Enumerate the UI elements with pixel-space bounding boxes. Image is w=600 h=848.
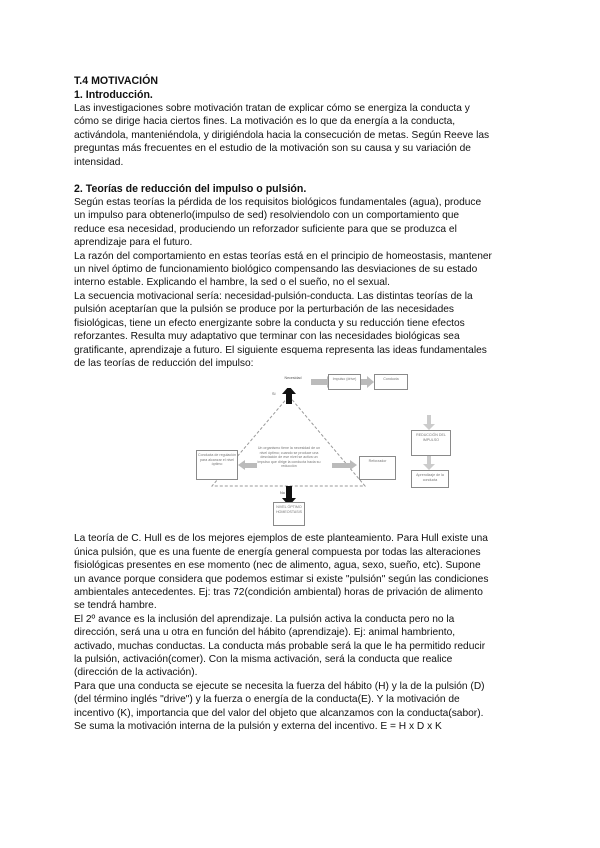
section-2-heading: 2. Teorías de reducción del impulso o pulsión.: [74, 183, 307, 196]
paragraph-line: Las investigaciones sobre motivación tratan de explicar cómo se energiza la conducta y: [74, 103, 470, 114]
arrow-up-black: [286, 394, 292, 404]
box-reduccion-label: REDUCCIÓN DEL IMPULSO: [416, 433, 446, 442]
paragraph-line: interno estable. Explicando el hambre, la sed o el sueño, no el sexual.: [74, 277, 391, 289]
section-1-body: [74, 102, 536, 169]
paragraph-line: El 2º avance es la inclusión del aprendizaje. La pulsión activa la conducta pero no la: [74, 613, 455, 625]
paragraph-line: Según estas teorías la pérdida de los requisitos biológicos fundamentales (agua), produce: [74, 197, 482, 209]
arrow-down-2: [427, 456, 431, 464]
section-2-body-before: [74, 196, 536, 370]
document-page: [74, 74, 536, 733]
box-conducta: [374, 374, 408, 390]
drive-reduction-diagram: [74, 374, 536, 526]
box-aprendizaje: [411, 470, 449, 488]
label-no: No: [280, 491, 285, 496]
paragraph-line: dirección, será una u otra en función del hábito (aprendizaje). Ej: animal hambriento,: [74, 627, 456, 639]
box-reforzador: [359, 456, 396, 480]
paragraph-line: activándola, manteniéndola, y dirigiéndola hacia la consecución de metas. Según Reeve las: [74, 129, 490, 141]
paragraph-line: de las teorías de reducción del impulso:: [74, 357, 254, 369]
paragraph-line: un impulso para obtenerlo(impulso de sed) resolviendolo con un comportamiento que: [74, 210, 460, 222]
paragraph-line: La teoría de C. Hull es de los mejores ejemplos de este planteamiento. Para Hull existe una: [74, 533, 488, 545]
document-title: T.4 MOTIVACIÓN: [74, 75, 158, 87]
box-necesidad-label: Necesidad: [284, 376, 302, 381]
box-regulacion: [196, 450, 238, 480]
box-nivel-optimo-label: NIVEL ÓPTIMO HOMEOSTASIS: [275, 505, 303, 514]
arrow-right-3: [332, 463, 350, 468]
label-si: Sí: [272, 392, 276, 397]
section-1-heading: 1. Introducción.: [74, 89, 153, 101]
box-impulso-label: Impulso (drive): [332, 377, 357, 382]
paragraph-line: un avance porque considera que podemos estimar si existe "pulsión" según las condiciones: [74, 573, 489, 585]
paragraph-line: se tendrá hambre.: [74, 600, 157, 612]
box-regulacion-label: Conducta de regulación para alcanzar el nivel óptimo: [198, 453, 236, 467]
box-reforzador-label: Reforzador: [368, 459, 387, 464]
arrow-down-black: [286, 486, 292, 498]
paragraph-line: preguntas más frecuentes en el estudio de la motivación son su causa y su variación de: [74, 143, 471, 155]
paragraph-line: incentivo (K), importancia que del valor del objeto que alcanzamos con la conducta(sabor).: [74, 707, 484, 719]
arrow-right-1: [311, 379, 327, 385]
paragraph-line: La secuencia motivacional sería: necesidad-pulsión-conducta. Las distintas teorías de la: [74, 290, 473, 302]
paragraph-line: La razón del comportamiento en estas teorías está en el principio de homeostasis, mantener: [74, 250, 492, 262]
paragraph-line: fisiológicas, tiene un efecto energizante sobre la conducta y su reducción tiene efectos: [74, 317, 465, 329]
arrow-right-2: [361, 379, 367, 385]
paragraph-line: (del término inglés "drive") y la fuerza o energía de la conducta(E). Y la motivación de: [74, 694, 460, 706]
arrow-head-right-3: [350, 460, 357, 470]
paragraph-line: gratificante, aprendizaje a futuro. El siguiente esquema representa las ideas fundamentales: [74, 344, 487, 356]
triangle-center-label: Un organismo tiene la necesidad de un nivel óptimo; cuando se produce una desviación de ese nivel se activa un impulso que dirige la conducta hacia su reducción: [257, 446, 321, 468]
paragraph-line: un nivel óptimo de funcionamiento biológico compensando las desviaciones de su estado: [74, 264, 478, 276]
paragraph-line: intensidad.: [74, 156, 124, 168]
box-aprendizaje-label: Aprendizaje de la conducta: [416, 473, 444, 482]
paragraph-line: aprendizaje para el futuro.: [74, 237, 193, 249]
paragraph-line: (dirección de la activación).: [74, 667, 198, 679]
paragraph-line: única pulsión, que es una fuente de energía general compuesta por todas las alteraciones: [74, 546, 481, 558]
box-nivel-optimo: [273, 502, 305, 526]
paragraph-line: reforzantes. Resulta muy adaptativo que terminar con las necesidades biológicas sea: [74, 331, 460, 343]
box-impulso: [328, 374, 361, 390]
paragraph-line: ambientales antecedentes. Ej: tras 72(condición ambiental) horas de privación de alimento: [74, 586, 483, 598]
paragraph-line: pulsión aceptarían que la pulsión se produce por la perturbación de las necesidades: [74, 304, 455, 316]
paragraph-line: fisiológicas presentes en ese momento (nec de alimento, agua, sexo, sueño, etc). Supone: [74, 560, 481, 572]
box-conducta-label: Conducta: [383, 377, 399, 382]
paragraph-line: Se suma la motivación interna de la pulsión y externa del incentivo. E = H x D x K: [74, 721, 442, 732]
box-necesidad: [276, 374, 310, 388]
arrow-down-1: [427, 415, 431, 424]
section-2-body-after: [74, 532, 536, 733]
paragraph-line: la pulsión, activación(comer). Con la misma activación, será la conducta que realice: [74, 653, 453, 665]
paragraph-line: cómo se dirige hacia ciertos fines. La motivación es lo que da energía a la conducta,: [74, 116, 456, 128]
paragraph-line: Para que una conducta se ejecute se necesita la fuerza del hábito (H) y la de la pulsión (D): [74, 680, 485, 692]
arrow-head-right-2: [367, 376, 374, 388]
box-reduccion: [411, 430, 451, 456]
paragraph-line: reduce esa necesidad, produciendo un reforzador suficiente para que se produzca el: [74, 223, 457, 235]
triangle-center-text: [254, 444, 324, 478]
paragraph-line: activado, muchas conductas. La conducta más probable será la que le ha permitido reducir: [74, 640, 486, 652]
